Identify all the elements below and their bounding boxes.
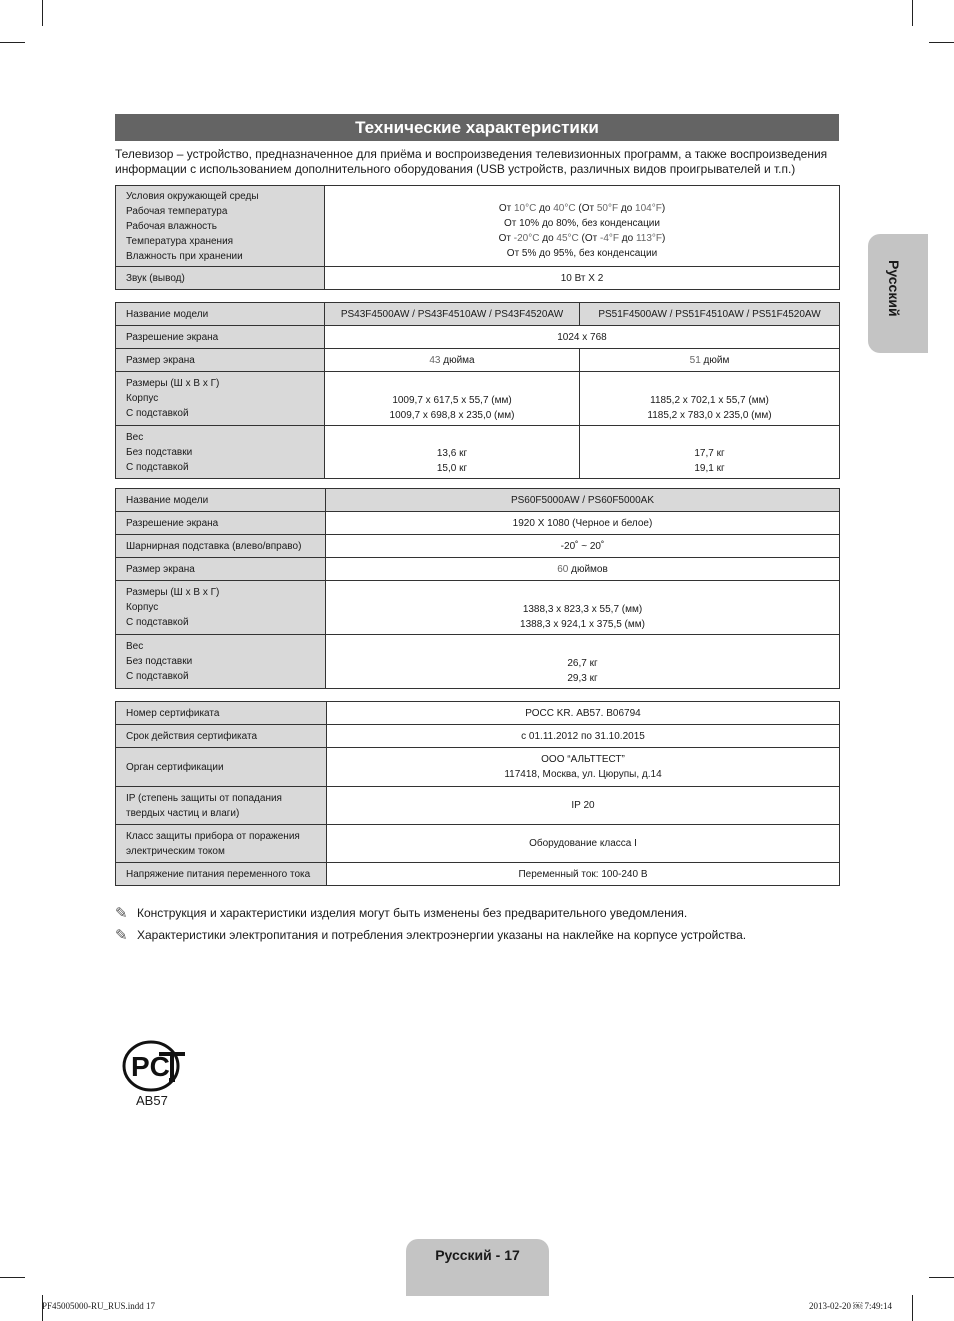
- page-title: Технические характеристики: [115, 114, 839, 141]
- env-label: Рабочая температура: [126, 205, 228, 217]
- model-60-table: [115, 488, 840, 689]
- language-side-tab-label: Русский: [886, 260, 902, 317]
- env-label: Условия окружающей среды: [126, 190, 259, 202]
- models-43-51-table: [115, 302, 840, 479]
- env-label: Влажность при хранении: [126, 250, 243, 262]
- sound-label: Звук (вывод): [116, 267, 325, 290]
- resolution-label: Разрешение экрана: [116, 326, 325, 349]
- crop-mark: [0, 1277, 25, 1278]
- weight-51: 17,7 кг 19,1 кг: [580, 426, 840, 479]
- cert-body-value: ООО “АЛЬТТЕСТ” 117418, Москва, ул. Цюрупы, д.14: [327, 748, 840, 787]
- crop-mark: [42, 0, 43, 26]
- note-item: [115, 902, 839, 924]
- ip-rating-value: IP 20: [327, 787, 840, 825]
- protection-class-value: Оборудование класса I: [327, 825, 840, 863]
- cert-number-value: РОСС KR. АВ57. В06794: [327, 702, 840, 725]
- voltage-label: Напряжение питания переменного тока: [116, 863, 327, 886]
- screen-size-label: Размер экрана: [116, 558, 326, 581]
- crop-mark: [912, 0, 913, 26]
- model-name-label: Название модели: [116, 489, 326, 512]
- cert-number-label: Номер сертификата: [116, 702, 327, 725]
- env-label: Температура хранения: [126, 235, 234, 247]
- note-text: Характеристики электропитания и потребления электроэнергии указаны на наклейке на корпусе устройства.: [137, 928, 747, 942]
- screen-size-51: 51 дюйм: [580, 349, 840, 372]
- intro-paragraph: Телевизор – устройство, предназначенное для приёма и воспроизведения телевизионных программ, а также воспроизведения информации с использованием дополнительного оборудования (USB устройств, различных видов проигрывателей и т.п.): [115, 147, 828, 176]
- resolution-label: Разрешение экрана: [116, 512, 326, 535]
- screen-size-43: 43 дюйма: [325, 349, 580, 372]
- crop-mark: [929, 1277, 954, 1278]
- environment-labels-cell: [116, 186, 325, 267]
- swivel-label: Шарнирная подставка (влево/вправо): [116, 535, 326, 558]
- sound-value: 10 Вт X 2: [325, 267, 840, 290]
- page-number-tab: [406, 1239, 549, 1296]
- dimensions-60: 1388,3 x 823,3 x 55,7 (мм) 1388,3 x 924,1 x 375,5 (мм): [326, 581, 840, 635]
- pct-certification-mark: [121, 1040, 193, 1092]
- model-name-51: PS51F4500AW / PS51F4510AW / PS51F4520AW: [580, 303, 840, 326]
- resolution-value: 1920 X 1080 (Черное и белое): [326, 512, 840, 535]
- environment-table: [115, 185, 840, 290]
- swivel-value: -20˚ ~ 20˚: [326, 535, 840, 558]
- weight-43: 13,6 кг 15,0 кг: [325, 426, 580, 479]
- footer-timestamp: 2013-02-20 ￼ 7:49:14: [809, 1301, 892, 1311]
- voltage-value: Переменный ток: 100-240 В: [327, 863, 840, 886]
- footer-filename: PF45005000-RU_RUS.indd 17: [42, 1301, 156, 1311]
- crop-mark: [929, 42, 954, 43]
- model-name-label: Название модели: [116, 303, 325, 326]
- model-name-60: PS60F5000AW / PS60F5000AK: [326, 489, 840, 512]
- resolution-value: 1024 x 768: [325, 326, 840, 349]
- pencil-note-icon: ✎: [115, 927, 128, 944]
- storage-temperature-value: От -20°C до 45°C (От -4°F до 113°F): [498, 233, 666, 244]
- notes: [115, 902, 839, 946]
- screen-size-label: Размер экрана: [116, 349, 325, 372]
- ip-rating-label: IP (степень защиты от попадания твердых частиц и влаги): [116, 787, 327, 825]
- cert-validity-value: с 01.11.2012 по 31.10.2015: [327, 725, 840, 748]
- dimensions-labels: Размеры (Ш x В x Г) Корпус С подставкой: [116, 372, 325, 426]
- model-name-43: PS43F4500AW / PS43F4510AW / PS43F4520AW: [325, 303, 580, 326]
- note-text: Конструкция и характеристики изделия могут быть изменены без предварительного уведомления.: [137, 906, 688, 920]
- page-number: Русский - 17: [435, 1247, 520, 1263]
- note-item: [115, 924, 839, 946]
- weight-60: 26,7 кг 29,3 кг: [326, 635, 840, 689]
- screen-size-60: 60 дюймов: [326, 558, 840, 581]
- operating-humidity-value: От 10% до 80%, без конденсации: [504, 218, 660, 229]
- pencil-note-icon: ✎: [115, 905, 128, 922]
- environment-values-cell: [325, 186, 840, 267]
- crop-mark: [912, 1295, 913, 1321]
- language-side-tab: [868, 234, 928, 353]
- env-label: Рабочая влажность: [126, 220, 217, 232]
- protection-class-label: Класс защиты прибора от поражения электрическим током: [116, 825, 327, 863]
- storage-humidity-value: От 5% до 95%, без конденсации: [506, 248, 658, 259]
- cert-validity-label: Срок действия сертификата: [116, 725, 327, 748]
- cert-body-label: Орган сертификации: [116, 748, 327, 787]
- certification-table: [115, 701, 840, 886]
- cert-code: AB57: [136, 1093, 168, 1108]
- dimensions-labels: Размеры (Ш x В x Г) Корпус С подставкой: [116, 581, 326, 635]
- operating-temperature-value: От 10°C до 40°C (От 50°F до 104°F): [498, 203, 666, 214]
- weight-labels: Вес Без подставки С подставкой: [116, 426, 325, 479]
- crop-mark: [0, 42, 25, 43]
- dimensions-51: 1185,2 x 702,1 x 55,7 (мм) 1185,2 x 783,0 x 235,0 (мм): [580, 372, 840, 426]
- svg-text:PC: PC: [131, 1051, 170, 1082]
- dimensions-43: 1009,7 x 617,5 x 55,7 (мм) 1009,7 x 698,8 x 235,0 (мм): [325, 372, 580, 426]
- weight-labels: Вес Без подставки С подставкой: [116, 635, 326, 689]
